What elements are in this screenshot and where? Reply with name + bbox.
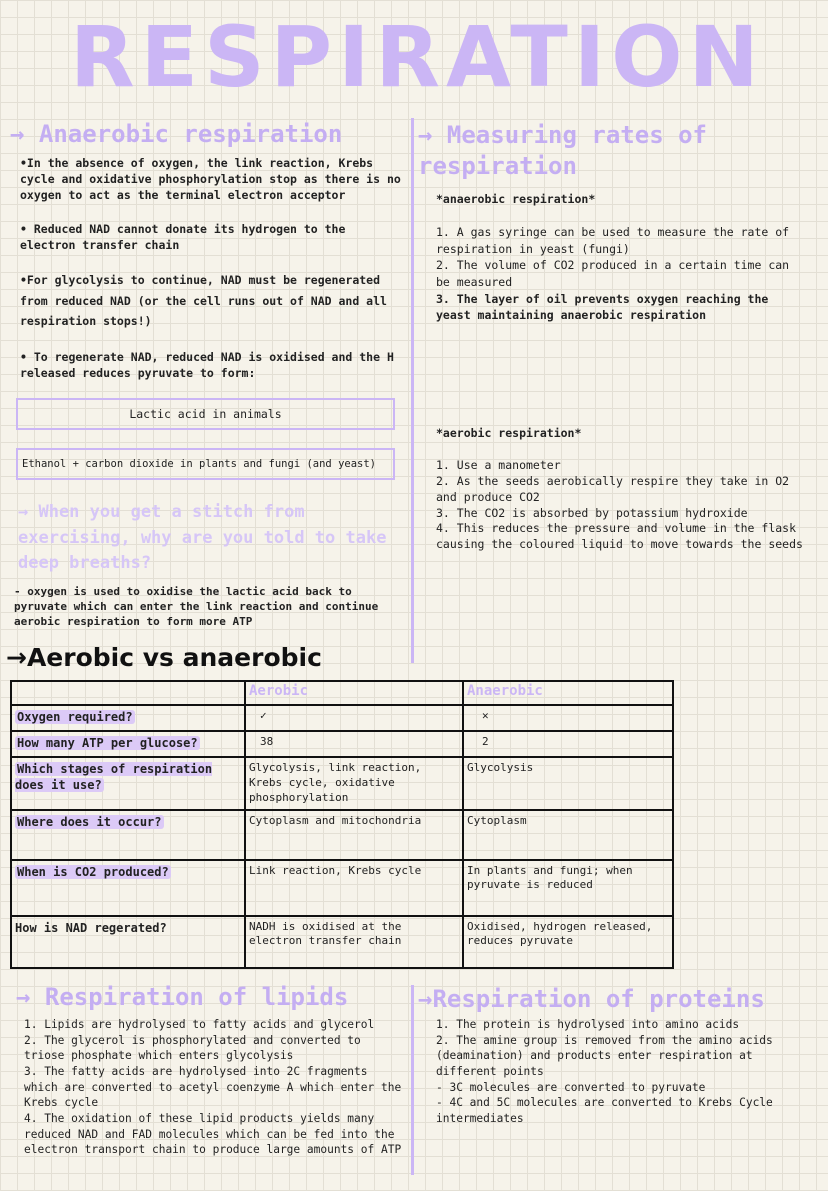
lactic-acid-label: Lactic acid in animals — [129, 407, 282, 421]
lipids-heading: → Respiration of lipids — [16, 983, 349, 1011]
row-question: Where does it occur? — [17, 814, 162, 829]
anaerobic-point-2: • Reduced NAD cannot donate its hydrogen to the electron transfer chain — [20, 222, 346, 252]
row-aerobic-value: Glycolysis, link reaction, Krebs cycle, oxidative phosphorylation — [245, 757, 463, 810]
row-question: When is CO2 produced? — [17, 864, 169, 879]
list-item: 4. The oxidation of these lipid products yields many reduced NAD and FAD molecules which can be fed into the electron transport chain to produce large amounts of ATP — [24, 1112, 402, 1157]
table-row — [11, 731, 673, 757]
proteins-heading: →Respiration of proteins — [418, 985, 765, 1013]
anaerobic-point-4: • To regenerate NAD, reduced NAD is oxidised and the H released reduces pyruvate to form: — [20, 350, 394, 380]
table-row — [11, 860, 673, 916]
list-item: 1. Lipids are hydrolysed to fatty acids and glycerol — [24, 1018, 375, 1031]
row-aerobic-value: Link reaction, Krebs cycle — [245, 860, 463, 916]
ethanol-box — [16, 448, 395, 480]
row-question: Oxygen required? — [17, 710, 133, 724]
anaerobic-point-3: •For glycolysis to continue, NAD must be regenerated from reduced NAD (or the cell runs out of NAD and all respiration stops!) — [20, 273, 387, 329]
stitch-question: → When you get a stitch from exercising, why are you told to take deep breaths? — [18, 502, 387, 573]
list-item: 1. Use a manometer — [436, 458, 561, 472]
list-item: 2. As the seeds aerobically respire they take in O2 and produce CO2 — [436, 473, 790, 504]
list-item: 4. This reduces the pressure and volume in the flask causing the coloured liquid to move towards the seeds — [436, 521, 803, 552]
table-row — [11, 810, 673, 860]
comparison-heading: →Aerobic vs anaerobic — [6, 643, 322, 672]
table-row — [11, 757, 673, 810]
aerobic-measure-list — [436, 458, 806, 553]
row-question: How many ATP per glucose? — [17, 736, 198, 750]
lipids-list — [24, 1017, 404, 1158]
aerobic-measure-label: *aerobic respiration* — [436, 426, 582, 440]
list-item: 2. The volume of CO2 produced in a certain time can be measured — [436, 258, 790, 290]
list-item: 3. The CO2 is absorbed by potassium hydroxide — [436, 505, 748, 520]
list-item: 3. The layer of oil prevents oxygen reaching the yeast maintaining anaerobic respiration — [436, 291, 769, 323]
list-item: - 4C and 5C molecules are converted to Krebs Cycle intermediates — [436, 1096, 773, 1126]
row-aerobic-value: Cytoplasm and mitochondria — [245, 810, 463, 860]
lactic-acid-box — [16, 398, 395, 430]
row-question: How is NAD regerated? — [15, 920, 167, 935]
row-anaerobic-value: Cytoplasm — [463, 810, 673, 860]
page-title: RESPIRATION — [70, 8, 765, 106]
stitch-answer: - oxygen is used to oxidise the lactic acid back to pyruvate which can enter the link reaction and continue aerobic respiration to form more ATP — [14, 585, 379, 629]
anaerobic-heading: → Anaerobic respiration — [10, 120, 343, 148]
comparison-table — [10, 680, 674, 969]
ethanol-label: Ethanol + carbon dioxide in plants and fungi (and yeast) — [22, 458, 377, 470]
table-header-aerobic: Aerobic — [245, 681, 463, 705]
cross-icon: ✕ — [463, 705, 673, 731]
row-question: Which stages of respiration does it use? — [15, 762, 213, 793]
list-item: 3. The fatty acids are hydrolysed into 2C fragments which are converted to acetyl coenzyme A which enter the Krebs cycle — [24, 1065, 402, 1110]
table-row — [11, 916, 673, 968]
table-header-anaerobic: Anaerobic — [463, 681, 673, 705]
list-item: 2. The glycerol is phosphorylated and converted to triose phosphate which enters glycolysis — [24, 1033, 361, 1063]
list-item: 1. The protein is hydrolysed into amino acids — [436, 1018, 740, 1031]
list-item: 2. The amine group is removed from the amino acids (deamination) and products enter respiration at different points — [436, 1033, 773, 1079]
table-row — [11, 705, 673, 731]
list-item: 1. A gas syringe can be used to measure the rate of respiration in yeast (fungi) — [436, 225, 790, 256]
anaerobic-point-1: •In the absence of oxygen, the link reaction, Krebs cycle and oxidative phosphorylation stop as there is no oxygen to act as the terminal electron acceptor — [20, 156, 401, 202]
column-divider-bottom — [411, 985, 414, 1175]
row-anaerobic-value: Oxidised, hydrogen released, reduces pyruvate — [463, 916, 673, 968]
row-aerobic-value: NADH is oxidised at the electron transfer chain — [245, 916, 463, 968]
anaerobic-measure-label: *anaerobic respiration* — [436, 192, 596, 206]
check-icon: ✓ — [245, 705, 463, 731]
list-item: - 3C molecules are converted to pyruvate — [436, 1080, 706, 1094]
row-anaerobic-value: In plants and fungi; when pyruvate is reduced — [463, 860, 673, 916]
row-aerobic-value: 38 — [245, 731, 463, 757]
anaerobic-measure-list — [436, 224, 806, 324]
table-header-blank — [11, 681, 245, 705]
column-divider — [411, 118, 414, 663]
row-anaerobic-value: 2 — [463, 731, 673, 757]
measuring-heading: → Measuring rates of respiration — [418, 121, 707, 181]
proteins-list — [436, 1017, 808, 1127]
row-anaerobic-value: Glycolysis — [463, 757, 673, 810]
